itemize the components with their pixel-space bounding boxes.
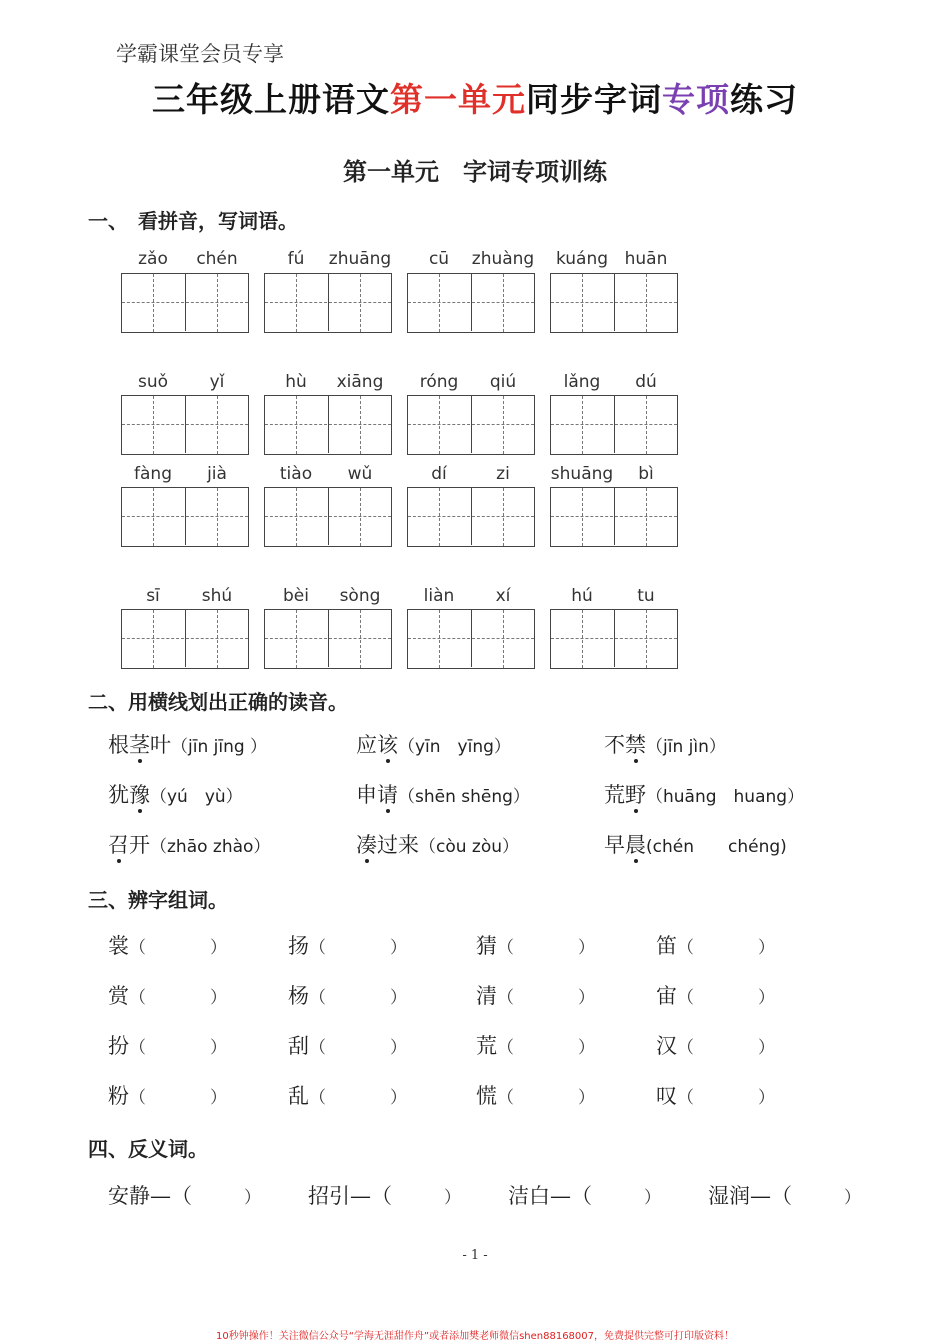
pinyin-options[interactable]: （shēn shēng） (398, 787, 530, 807)
guide-line (439, 396, 440, 454)
word-char: 应 (356, 733, 377, 757)
guide-line (122, 638, 248, 639)
antonym-word: 招引—（ (308, 1184, 392, 1208)
guide-line (265, 638, 391, 639)
guide-line (217, 610, 218, 668)
guide-line (408, 424, 534, 425)
guide-line (122, 302, 248, 303)
pronunciation-item (356, 729, 511, 759)
guide-line (360, 396, 361, 454)
section3-heading: 三、辨字组词。 (88, 888, 228, 912)
blank-close: ） (578, 988, 595, 1008)
writing-box[interactable] (407, 395, 535, 455)
writing-box[interactable] (407, 487, 535, 547)
title-part2: 第一单元 (390, 80, 526, 119)
target-char: 宙 (656, 984, 677, 1008)
pinyin-syllable: bèi (283, 586, 309, 606)
pinyin-syllable: sòng (339, 586, 381, 606)
pinyin-syllable: shuāng (550, 464, 614, 484)
pinyin-syllable: dí (431, 464, 447, 484)
word-blank-item (656, 930, 775, 960)
blank-close: ） (210, 1038, 227, 1058)
pinyin-syllable: xí (495, 586, 511, 606)
word-blank-item (288, 980, 407, 1010)
blank-close: ） (210, 938, 227, 958)
word-blank-item (476, 980, 595, 1010)
guide-line (265, 302, 391, 303)
word-char: 过来 (377, 833, 419, 857)
blank-open: （ (497, 938, 514, 958)
pinyin-syllable: kuáng (555, 249, 609, 269)
section4-heading: 四、反义词。 (88, 1137, 208, 1161)
word-blank-item (656, 1030, 775, 1060)
guide-line (439, 488, 440, 546)
blank-open: （ (497, 1038, 514, 1058)
word-char: 不 (604, 733, 625, 757)
blank-close: ） (758, 1088, 775, 1108)
top-note: 学霸课堂会员专享 (116, 42, 284, 66)
word-blank-item (656, 980, 775, 1010)
blank-close: ） (390, 1038, 407, 1058)
pinyin-syllable: zhuāng (328, 249, 392, 269)
antonym-word: 洁白—（ (508, 1184, 592, 1208)
antonym-word: 湿润—（ (708, 1184, 792, 1208)
pinyin-syllable: chén (196, 249, 238, 269)
word-blank-item (108, 930, 227, 960)
target-char: 刮 (288, 1034, 309, 1058)
guide-line (646, 396, 647, 454)
guide-line (582, 274, 583, 332)
target-char: 叹 (656, 1084, 677, 1108)
word-blank-item (288, 1030, 407, 1060)
pronunciation-item (108, 779, 243, 809)
marked-char: 茎 (129, 733, 150, 757)
writing-box[interactable] (121, 395, 249, 455)
blank-close: ） (644, 1188, 661, 1208)
pinyin-syllable: zhuàng (471, 249, 535, 269)
pinyin-syllable: yǐ (209, 372, 225, 392)
blank-close: ） (210, 1088, 227, 1108)
antonym-item (308, 1180, 461, 1210)
target-char: 汉 (656, 1034, 677, 1058)
blank-close: ） (210, 988, 227, 1008)
writing-box[interactable] (264, 273, 392, 333)
pronunciation-item (356, 779, 530, 809)
word-char: 申 (356, 783, 377, 807)
word-blank-item (476, 1030, 595, 1060)
pinyin-syllable: huān (624, 249, 668, 269)
blank-close: ） (390, 938, 407, 958)
blank-open: （ (497, 1088, 514, 1108)
target-char: 笛 (656, 934, 677, 958)
antonym-word: 安静—（ (108, 1184, 192, 1208)
pinyin-options[interactable]: （yīn yīng） (398, 737, 511, 757)
pinyin-syllable: hù (285, 372, 307, 392)
guide-line (551, 638, 677, 639)
writing-box[interactable] (550, 273, 678, 333)
target-char: 粉 (108, 1084, 129, 1108)
blank-close: ） (578, 1088, 595, 1108)
antonym-item (508, 1180, 661, 1210)
word-blank-item (476, 930, 595, 960)
antonym-item (108, 1180, 261, 1210)
guide-line (360, 274, 361, 332)
title-part4: 专项 (662, 80, 730, 119)
guide-line (551, 424, 677, 425)
word-char: 根 (108, 733, 129, 757)
pinyin-syllable: zi (496, 464, 510, 484)
pronunciation-item (604, 829, 787, 859)
subtitle: 第一单元 字词专项训练 (343, 157, 607, 186)
guide-line (551, 516, 677, 517)
guide-line (439, 610, 440, 668)
guide-line (360, 488, 361, 546)
pinyin-syllable: dú (635, 372, 657, 392)
word-blank-item (288, 1080, 407, 1110)
marked-char: 请 (377, 783, 398, 807)
blank-close: ） (844, 1188, 861, 1208)
blank-open: （ (677, 1038, 694, 1058)
guide-line (503, 274, 504, 332)
blank-close: ） (578, 938, 595, 958)
target-char: 杨 (288, 984, 309, 1008)
target-char: 慌 (476, 1084, 497, 1108)
writing-box[interactable] (550, 395, 678, 455)
marked-char: 该 (377, 733, 398, 757)
pinyin-syllable: cū (428, 249, 450, 269)
guide-line (582, 610, 583, 668)
pinyin-options[interactable]: (chén chéng) (646, 837, 787, 857)
guide-line (153, 396, 154, 454)
guide-line (217, 488, 218, 546)
blank-close: ） (758, 938, 775, 958)
guide-line (296, 396, 297, 454)
blank-open: （ (497, 988, 514, 1008)
guide-line (503, 610, 504, 668)
guide-line (153, 610, 154, 668)
guide-line (646, 274, 647, 332)
guide-line (122, 424, 248, 425)
section2-heading: 二、用横线划出正确的读音。 (88, 690, 348, 714)
marked-char: 豫 (129, 783, 150, 807)
blank-close: ） (578, 1038, 595, 1058)
marked-char: 晨 (625, 833, 646, 857)
marked-char: 野 (625, 783, 646, 807)
guide-line (503, 488, 504, 546)
blank-close: ） (444, 1188, 461, 1208)
blank-open: （ (309, 938, 326, 958)
word-char: 荒 (604, 783, 625, 807)
writing-box[interactable] (121, 273, 249, 333)
pinyin-options[interactable]: （jīn jīng ） (171, 737, 268, 757)
blank-open: （ (309, 988, 326, 1008)
target-char: 扮 (108, 1034, 129, 1058)
blank-close: ） (758, 1038, 775, 1058)
guide-line (153, 488, 154, 546)
word-blank-item (288, 930, 407, 960)
word-char: 犹 (108, 783, 129, 807)
guide-line (296, 274, 297, 332)
title-part5: 练习 (730, 80, 798, 119)
blank-open: （ (309, 1088, 326, 1108)
guide-line (582, 488, 583, 546)
pinyin-syllable: fú (287, 249, 305, 269)
writing-box[interactable] (550, 487, 678, 547)
writing-box[interactable] (121, 487, 249, 547)
guide-line (439, 274, 440, 332)
guide-line (551, 302, 677, 303)
pronunciation-item (108, 829, 270, 859)
guide-line (153, 274, 154, 332)
target-char: 猜 (476, 934, 497, 958)
pinyin-options[interactable]: （huāng huang） (646, 787, 805, 807)
writing-box[interactable] (264, 609, 392, 669)
writing-box[interactable] (121, 609, 249, 669)
guide-line (408, 638, 534, 639)
pinyin-syllable: bì (638, 464, 654, 484)
page-number: - 1 - (462, 1248, 488, 1263)
blank-open: （ (129, 938, 146, 958)
guide-line (296, 610, 297, 668)
pronunciation-item (604, 729, 726, 759)
guide-line (646, 488, 647, 546)
pinyin-syllable: qiú (489, 372, 517, 392)
target-char: 乱 (288, 1084, 309, 1108)
guide-line (503, 396, 504, 454)
guide-line (265, 424, 391, 425)
blank-close: ） (390, 988, 407, 1008)
target-char: 赏 (108, 984, 129, 1008)
target-char: 荒 (476, 1034, 497, 1058)
pinyin-syllable: tu (637, 586, 655, 606)
pinyin-syllable: róng (419, 372, 459, 392)
marked-char: 凑 (356, 833, 377, 857)
pinyin-syllable: wǔ (347, 464, 373, 484)
blank-open: （ (677, 988, 694, 1008)
title-part3: 同步字词 (526, 80, 662, 119)
pinyin-syllable: lǎng (563, 372, 601, 392)
target-char: 裳 (108, 934, 129, 958)
page-title (0, 74, 950, 121)
section1-heading: 一、 看拼音，写词语。 (88, 209, 298, 233)
guide-line (646, 610, 647, 668)
writing-box[interactable] (407, 273, 535, 333)
pronunciation-item (108, 729, 267, 759)
word-blank-item (108, 1030, 227, 1060)
blank-close: ） (758, 988, 775, 1008)
pinyin-syllable: liàn (423, 586, 455, 606)
guide-line (265, 516, 391, 517)
pinyin-syllable: xiāng (336, 372, 384, 392)
word-blank-item (108, 1080, 227, 1110)
blank-open: （ (677, 1088, 694, 1108)
target-char: 扬 (288, 934, 309, 958)
guide-line (296, 488, 297, 546)
guide-line (582, 396, 583, 454)
pronunciation-item (604, 779, 804, 809)
blank-open: （ (309, 1038, 326, 1058)
pinyin-syllable: fàng (134, 464, 172, 484)
word-char: 早 (604, 833, 625, 857)
pinyin-options[interactable]: （jīn jìn） (646, 737, 726, 757)
pinyin-options[interactable]: （zhāo zhào） (150, 837, 271, 857)
title-part1: 三年级上册语文 (152, 80, 390, 119)
blank-close: ） (390, 1088, 407, 1108)
blank-open: （ (129, 1038, 146, 1058)
pinyin-options[interactable]: （yú yù） (150, 787, 243, 807)
marked-char: 禁 (625, 733, 646, 757)
word-char: 叶 (150, 733, 171, 757)
guide-line (408, 516, 534, 517)
writing-box[interactable] (264, 395, 392, 455)
guide-line (408, 302, 534, 303)
marked-char: 召 (108, 833, 129, 857)
pinyin-syllable: shú (201, 586, 233, 606)
pronunciation-item (356, 829, 519, 859)
blank-open: （ (129, 988, 146, 1008)
guide-line (360, 610, 361, 668)
word-blank-item (476, 1080, 595, 1110)
blank-open: （ (677, 938, 694, 958)
pinyin-syllable: suǒ (137, 372, 169, 392)
blank-open: （ (129, 1088, 146, 1108)
word-blank-item (656, 1080, 775, 1110)
pinyin-syllable: tiào (279, 464, 313, 484)
guide-line (122, 516, 248, 517)
guide-line (217, 396, 218, 454)
writing-box[interactable] (407, 609, 535, 669)
pinyin-syllable: sī (146, 586, 160, 606)
pinyin-options[interactable]: （còu zòu） (419, 837, 520, 857)
writing-box[interactable] (264, 487, 392, 547)
pinyin-syllable: jià (207, 464, 227, 484)
word-blank-item (108, 980, 227, 1010)
blank-close: ） (244, 1188, 261, 1208)
pinyin-syllable: hú (571, 586, 593, 606)
pinyin-syllable: zǎo (138, 249, 168, 269)
word-char: 开 (129, 833, 150, 857)
target-char: 清 (476, 984, 497, 1008)
antonym-item (708, 1180, 861, 1210)
footer-note: 10秒钟操作！关注微信公众号“学海无涯甜作舟”或者添加樊老师微信shen88168007，免费提供完整可打印版资料！ (215, 1331, 735, 1342)
guide-line (217, 274, 218, 332)
writing-box[interactable] (550, 609, 678, 669)
